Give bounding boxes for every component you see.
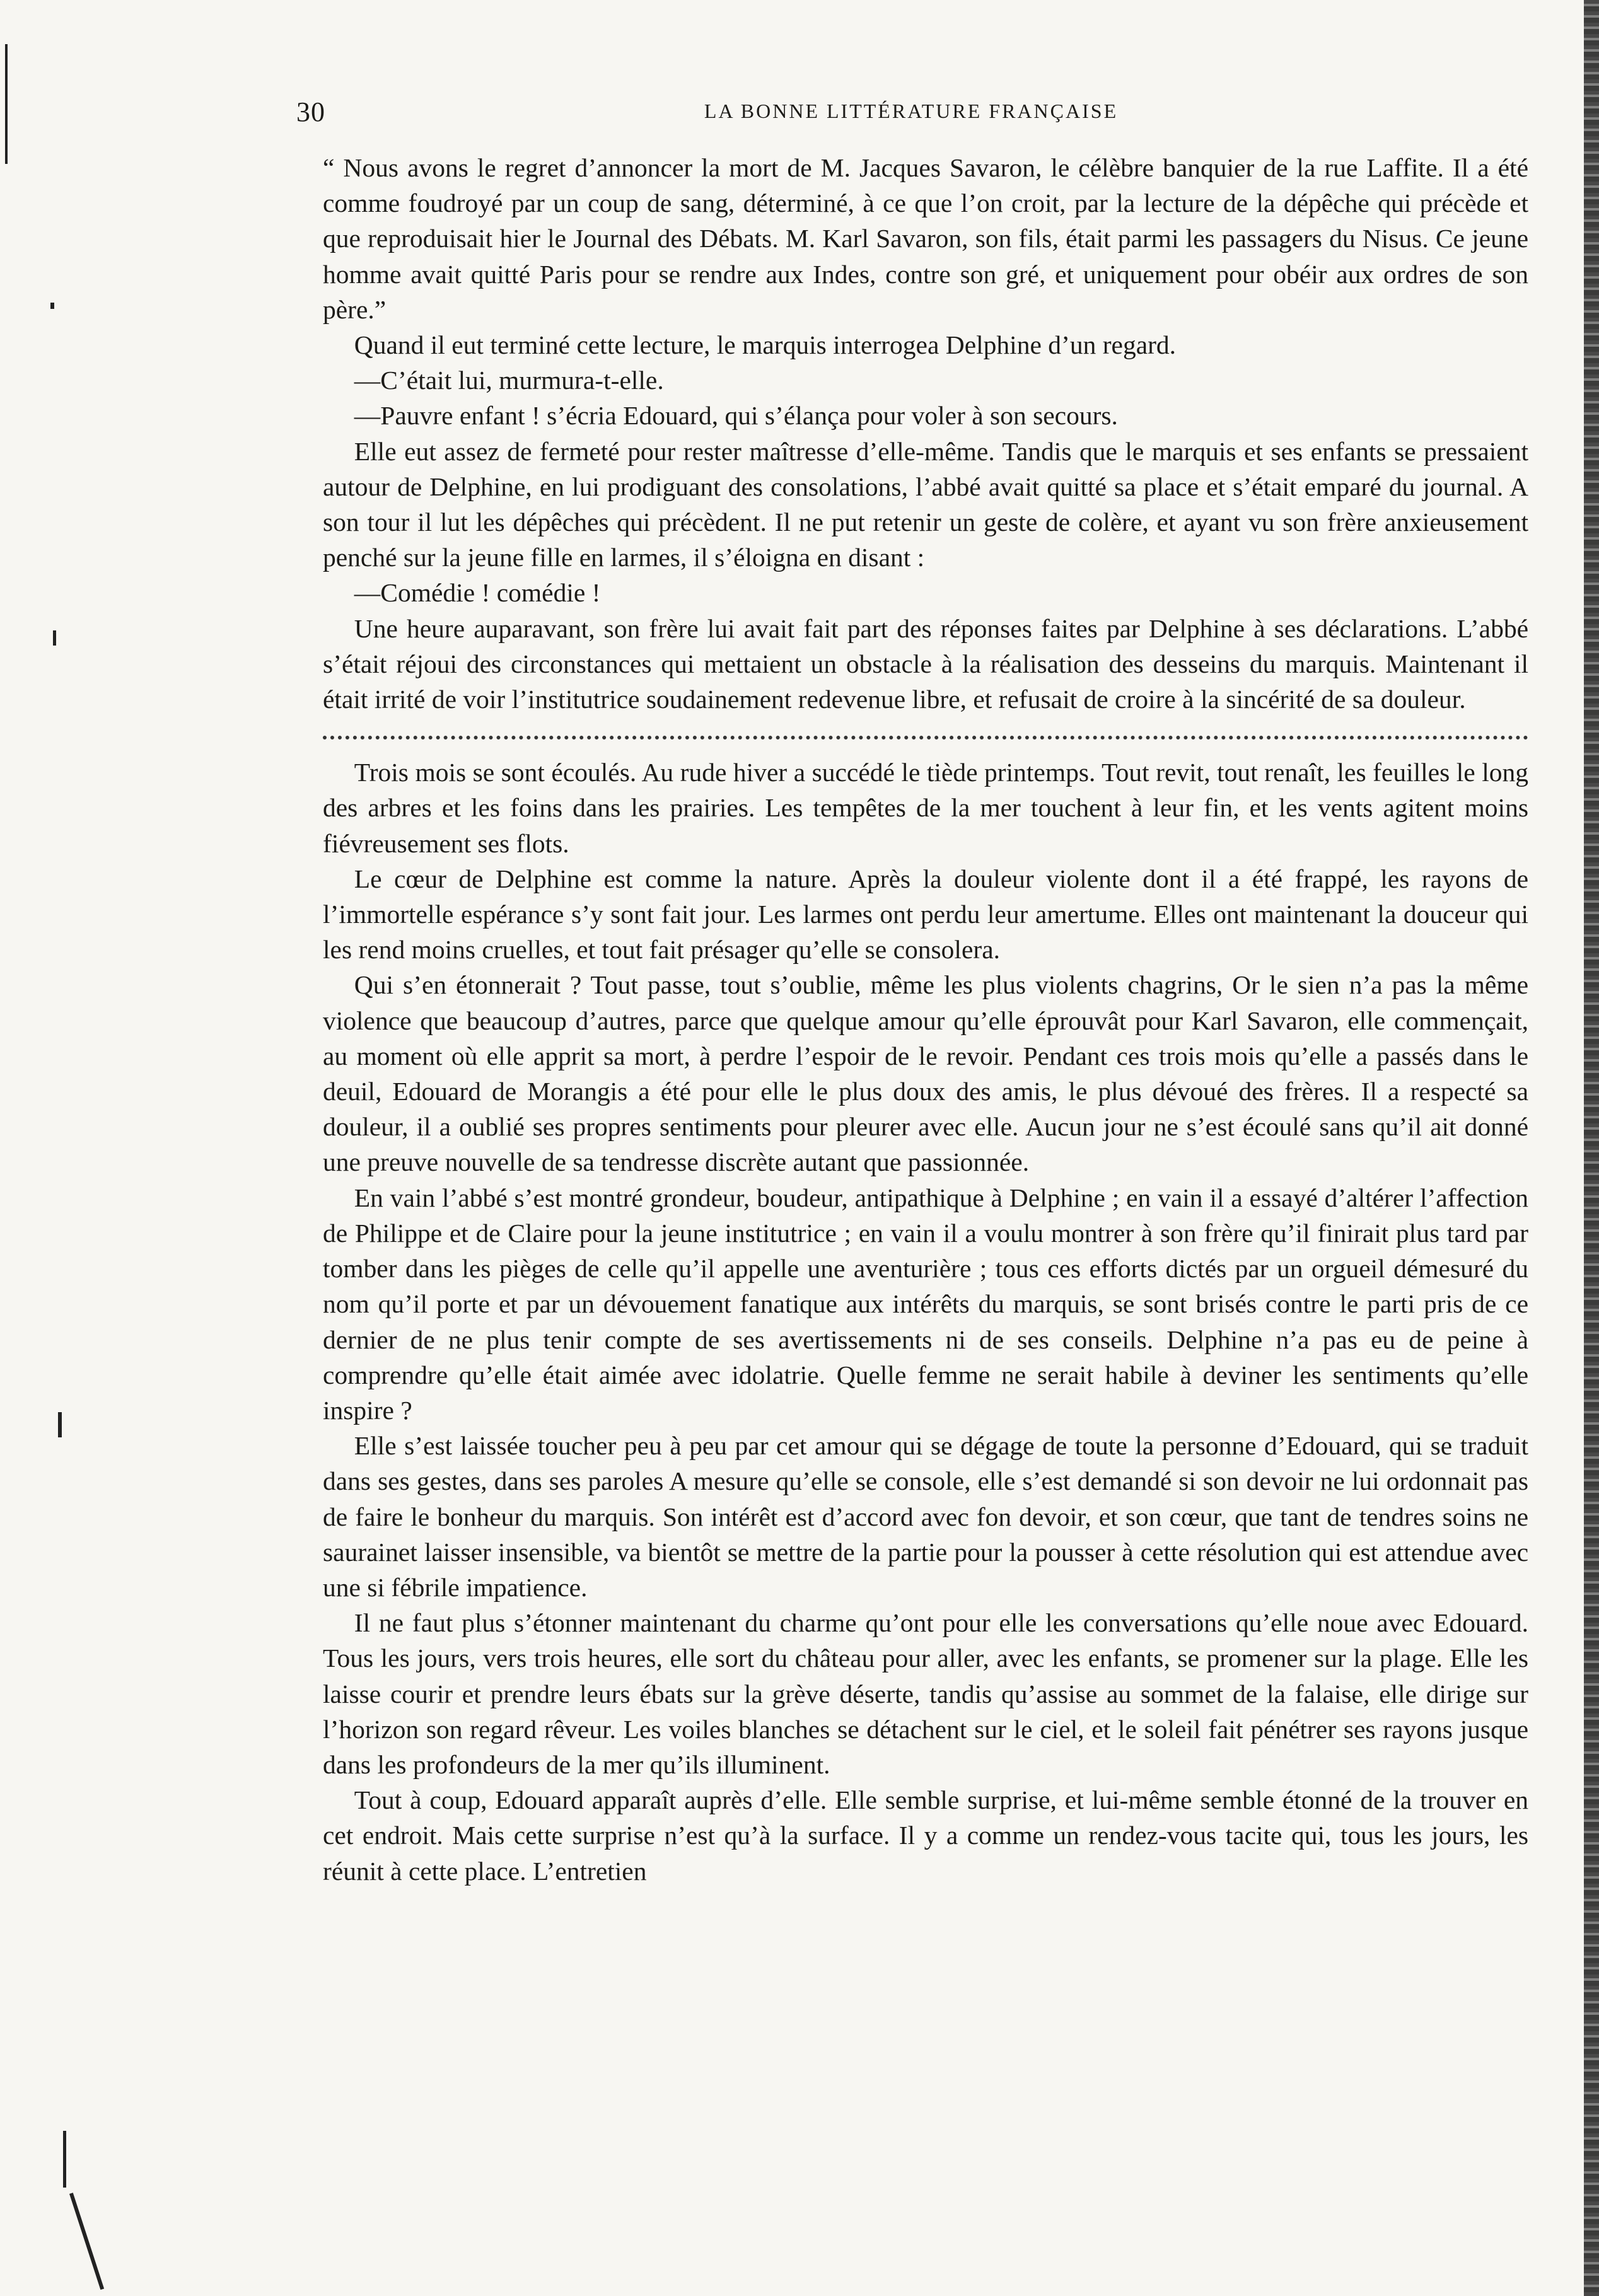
- margin-scan-mark: [63, 2131, 66, 2188]
- paragraph: Tout à coup, Edouard apparaît auprès d’elle. Elle semble surprise, et lui-même semble étonné de la trouver en cet endroit. Mais cette surprise n’est qu’à la surface. Il y a comme un rendez-vous tacite qui, tous les jours, les réunit à cette place. L’entretien: [323, 1785, 1528, 1886]
- paragraph: Trois mois se sont écoulés. Au rude hiver a succédé le tiède printemps. Tout revit, tout renaît, les feuilles le long des arbres et les foins dans les prairies. Les tempêtes de la mer touchent à leur fin, et les vents agitent moins fiévreusement ses flots.: [323, 758, 1528, 858]
- page-header: [296, 96, 1526, 134]
- paragraph: Elle eut assez de fermeté pour rester maîtresse d’elle-même. Tandis que le marquis et ses enfants se pressaient autour de Delphine, en lui prodiguant des consolations, l’abbé avait quitté sa place et s’était emparé du journal. A son tour il lut les dépêches qui précèdent. Il ne put retenir un geste de colère, et ayant vu son frère anxieusement penché sur la jeune fille en larmes, il s’éloigna en disant :: [323, 436, 1528, 572]
- page-number: 30: [296, 96, 325, 127]
- paragraph: “ Nous avons le regret d’annoncer la mort de M. Jacques Savaron, le célèbre banquier de la rue Laffite. Il a été comme foudroyé par un coup de sang, déterminé, à ce que l’on croit, par la lecture de la dépêche qui précède et que reproduisait hier le Journal des Débats. M. Karl Savaron, son fils, était parmi les passagers du Nisus. Ce jeune homme avait quitté Paris pour se rendre aux Indes, contre son gré, et uniquement pour obéir aux ordres de son père.”: [323, 153, 1528, 324]
- dialogue-line: —Pauvre enfant ! s’écria Edouard, qui s’élança pour voler à son secours.: [354, 401, 1118, 431]
- paragraph: Qui s’en étonnerait ? Tout passe, tout s’oublie, même les plus violents chagrins, Or le sien n’a pas la même violence que beaucoup d’autres, parce que quelque amour qu’elle éprouvât pour Karl Savaron, elle commençait, au moment où elle apprit sa mort, à perdre l’espoir de le revoir. Pendant ces trois mois qu’elle a passés dans le deuil, Edouard de Morangis a été pour elle le plus doux des amis, le plus dévoué des frères. Il a respecté sa douleur, il a oublié ses propres sentiments pour pleurer avec elle. Aucun jour ne s’est écoulé sans qu’il ait donné une preuve nouvelle de sa tendresse discrète autant que passionnée.: [323, 970, 1528, 1177]
- margin-scan-mark: [50, 303, 54, 309]
- binding-edge: [1584, 0, 1599, 2296]
- paragraph: Quand il eut terminé cette lecture, le marquis interrogea Delphine d’un regard.: [354, 330, 1177, 360]
- running-title: LA BONNE LITTÉRATURE FRANÇAISE: [704, 100, 1119, 122]
- paragraph: Il ne faut plus s’étonner maintenant du charme qu’ont pour elle les conversations qu’elle noue avec Edouard. Tous les jours, vers trois heures, elle sort du château pour aller, avec les enfants, se promener sur la plage. Elle les laisse courir et prendre leurs ébats sur la grève déserte, tandis qu’assise au sommet de la falaise, elle dirige sur l’horizon son regard rêveur. Les voiles blanches se détachent sur le ciel, et le soleil fait pénétrer ses rayons jusque dans les profondeurs de la mer qu’ils illuminent.: [323, 1608, 1528, 1779]
- margin-scan-mark: [5, 44, 8, 164]
- margin-scan-mark: [58, 1412, 62, 1437]
- margin-scan-mark: [53, 630, 56, 646]
- dialogue-line: —Comédie ! comédie !: [354, 578, 601, 608]
- section-separator: [323, 736, 1528, 739]
- dialogue-line: —C’était lui, murmura-t-elle.: [354, 366, 664, 395]
- margin-scan-mark: [69, 2193, 104, 2290]
- paragraph: Une heure auparavant, son frère lui avait fait part des réponses faites par Delphine à ses déclarations. L’abbé s’était réjoui des circonstances qui mettaient un obstacle à la réalisation des desseins du marquis. Maintenant il était irrité de voir l’institutrice soudainement redevenue libre, et refusait de croire à la sincérité de sa douleur.: [323, 613, 1528, 714]
- paragraph: Le cœur de Delphine est comme la nature. Après la douleur violente dont il a été frappé, les rayons de l’immortelle espérance s’y sont fait jour. Les larmes ont perdu leur amertume. Elles ont maintenant la douceur qui les rend moins cruelles, et tout fait présager qu’elle se consolera.: [323, 864, 1528, 965]
- body-text: [323, 150, 1528, 1889]
- paragraph: En vain l’abbé s’est montré grondeur, boudeur, antipathique à Delphine ; en vain il a essayé d’altérer l’affection de Philippe et de Claire pour la jeune institutrice ; en vain il a voulu montrer à son frère qu’il finirait plus tard par tomber dans les pièges de celle qu’il appelle une aventurière ; tous ces efforts dictés par un orgueil démesuré du nom qu’il porte et par un dévouement fanatique aux intérêts du marquis, se sont brisés contre le parti pris de ce dernier de ne plus tenir compte de ses avertissements ni de ses conseils. Delphine n’a pas eu de peine à comprendre qu’elle était aimée avec idolatrie. Quelle femme ne serait habile à deviner les sentiments qu’elle inspire ?: [323, 1183, 1528, 1425]
- paragraph: Elle s’est laissée toucher peu à peu par cet amour qui se dégage de toute la personne d’Edouard, qui se traduit dans ses gestes, dans ses paroles A mesure qu’elle se console, elle s’est demandé si son devoir ne lui ordonnait pas de faire le bonheur du marquis. Son intérêt est d’accord avec fon devoir, et son cœur, que tant de tendres soins ne saurainet laisser insensible, va bientôt se mettre de la partie pour la pousser à cette résolution qui est attendue avec une si fébrile impatience.: [323, 1431, 1528, 1602]
